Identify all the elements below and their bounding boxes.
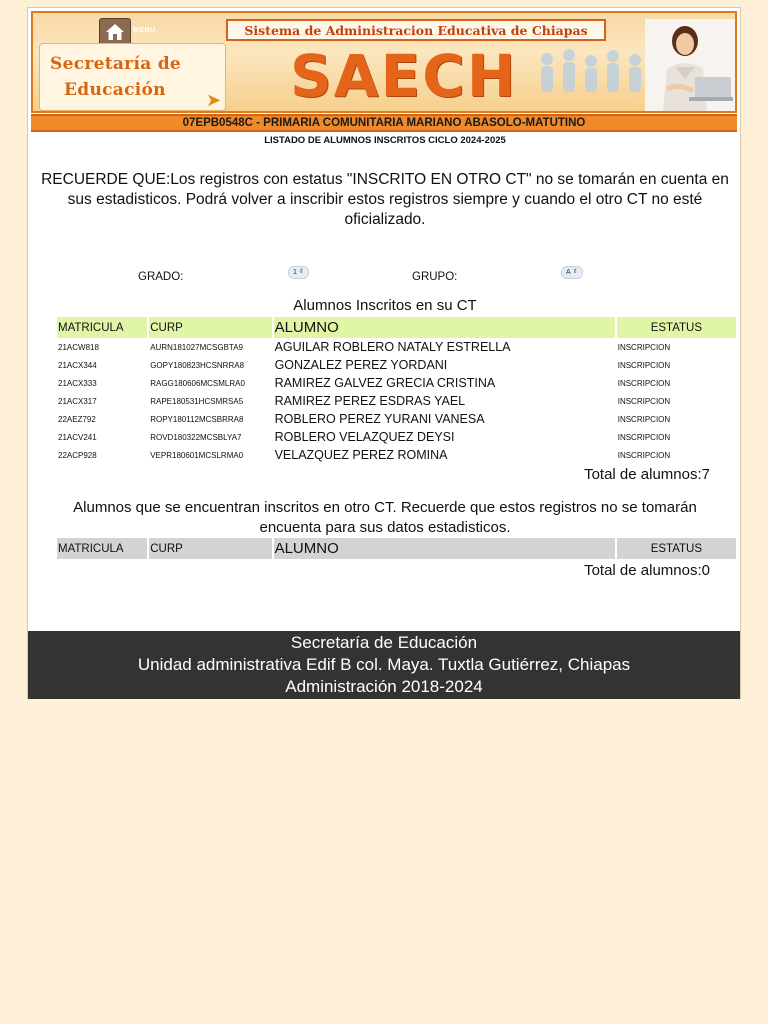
enrolled-total: Total de alumnos:7 <box>584 466 710 483</box>
people-silhouettes-icon <box>533 43 653 109</box>
footer <box>28 631 740 699</box>
cell-matricula: 22AEZ792 <box>58 414 96 424</box>
table-row <box>57 356 736 374</box>
cell-matricula: 21ACX317 <box>58 396 97 406</box>
grupo-label: GRUPO: <box>412 271 458 283</box>
other-ct-total: Total de alumnos:0 <box>584 562 710 579</box>
menu-home-button[interactable] <box>99 18 131 46</box>
home-icon <box>105 23 125 41</box>
cell-curp: GOPY180823HCSNRRA8 <box>150 360 245 370</box>
table-header-row <box>57 317 736 338</box>
cell-alumno: RAMIREZ GALVEZ GRECIA CRISTINA <box>274 376 496 390</box>
cell-curp: RAGG180606MCSMLRA0 <box>150 378 245 388</box>
cell-estatus: INSCRIPCION <box>617 414 671 424</box>
cell-curp: ROVD180322MCSBLYA7 <box>150 432 242 442</box>
school-title-bar: 07EPB0548C - PRIMARIA COMUNITARIA MARIANO ABASOLO-MATUTINO <box>31 114 737 132</box>
cell-estatus: INSCRIPCION <box>617 342 671 352</box>
cell-alumno: VELAZQUEZ PEREZ ROMINA <box>274 448 448 462</box>
secretaria-logo <box>39 43 226 111</box>
footer-line3: Administración 2018-2024 <box>285 677 483 696</box>
cell-curp: RAPE180531HCSMRSA5 <box>150 396 244 406</box>
enrolled-table <box>55 317 738 464</box>
table-row <box>57 374 736 392</box>
cell-estatus: INSCRIPCION <box>617 432 671 442</box>
cell-matricula: 21ACX333 <box>58 378 97 388</box>
header-banner <box>31 11 737 113</box>
logo-line2: Educación <box>64 80 166 100</box>
footer-line1: Secretaría de Educación <box>290 633 478 652</box>
cell-matricula: 21ACX344 <box>58 360 97 370</box>
col-curp: CURP <box>149 538 271 559</box>
col-curp: CURP <box>149 317 271 338</box>
table-row <box>57 428 736 446</box>
cell-matricula: 21ACW818 <box>58 342 99 352</box>
page-container <box>27 7 741 699</box>
col-alumno: ALUMNO <box>274 317 615 338</box>
brand-logo: SAECH <box>290 42 518 110</box>
cell-estatus: INSCRIPCION <box>617 450 671 460</box>
cell-curp: VEPR180601MCSLRMA0 <box>150 450 244 460</box>
col-estatus: ESTATUS <box>617 317 736 338</box>
cell-estatus: INSCRIPCION <box>617 396 671 406</box>
other-ct-section-title: Alumnos que se encuentran inscritos en otro CT. Recuerde que estos registros no se tomarán encuenta para sus datos estadisticos. <box>73 499 697 536</box>
col-estatus: ESTATUS <box>617 538 736 559</box>
cell-alumno: ROBLERO VELAZQUEZ DEYSI <box>274 430 455 444</box>
grado-label: GRADO: <box>138 271 184 283</box>
cursor-icon: ➤ <box>206 90 222 110</box>
listing-title: LISTADO DE ALUMNOS INSCRITOS CICLO 2024-2025 <box>264 135 506 146</box>
table-row <box>57 392 736 410</box>
updown-arrows-icon: ⇕ <box>572 269 578 275</box>
table-row <box>57 410 736 428</box>
table-row <box>57 338 736 356</box>
cell-alumno: GONZALEZ PEREZ YORDANI <box>274 358 448 372</box>
table-header-row <box>57 538 736 559</box>
woman-laptop-icon <box>645 19 735 111</box>
col-matricula: MATRICULA <box>57 538 147 559</box>
grado-value: 1 <box>293 269 297 276</box>
cell-alumno: AGUILAR ROBLERO NATALY ESTRELLA <box>274 340 511 354</box>
grupo-select[interactable] <box>561 266 583 279</box>
menu-label[interactable]: MENU <box>133 27 156 34</box>
cell-curp: ROPY180112MCSBRRA8 <box>150 414 244 424</box>
system-name-bar: Sistema de Administracion Educativa de Chiapas <box>226 19 606 41</box>
cell-curp: AURN181027MCSGBTA9 <box>150 342 243 352</box>
footer-line2: Unidad administrativa Edif B col. Maya. Tuxtla Gutiérrez, Chiapas <box>137 655 631 674</box>
table-row <box>57 446 736 464</box>
logo-line1: Secretaría de <box>50 54 182 74</box>
cell-matricula: 22ACP928 <box>58 450 97 460</box>
grado-select[interactable] <box>288 266 309 279</box>
cell-estatus: INSCRIPCION <box>617 378 671 388</box>
enrolled-section-title: Alumnos Inscritos en su CT <box>293 297 477 314</box>
notice-text: RECUERDE QUE:Los registros con estatus "INSCRITO EN OTRO CT" no se tomarán en cuenta en sus estadisticos. Podrá volver a inscribir estos registros siempre y cuando el otro CT no esté oficializado. <box>41 171 729 228</box>
cell-estatus: INSCRIPCION <box>617 360 671 370</box>
other-ct-table <box>55 538 738 559</box>
grupo-value: A <box>566 269 571 276</box>
col-alumno: ALUMNO <box>274 538 615 559</box>
cell-alumno: ROBLERO PEREZ YURANI VANESA <box>274 412 485 426</box>
col-matricula: MATRICULA <box>57 317 147 338</box>
cell-matricula: 21ACV241 <box>58 432 97 442</box>
updown-arrows-icon: ⇕ <box>298 269 304 275</box>
cell-alumno: RAMIREZ PEREZ ESDRAS YAEL <box>274 394 466 408</box>
